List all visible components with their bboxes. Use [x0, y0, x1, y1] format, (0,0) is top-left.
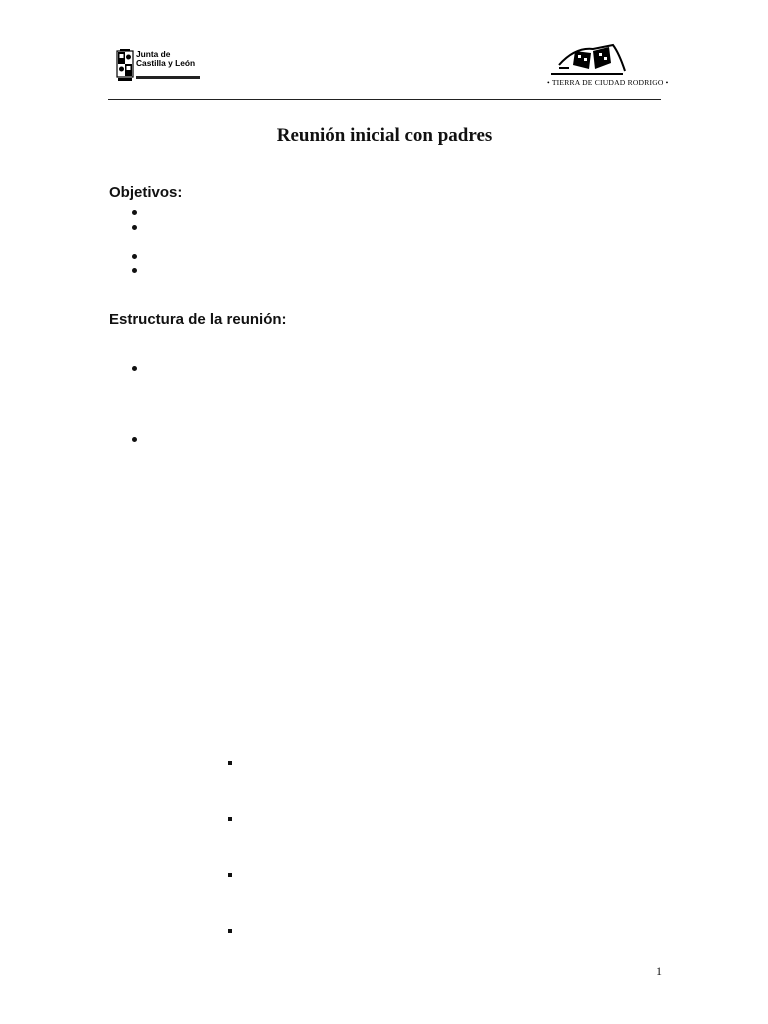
header-divider — [108, 99, 661, 100]
logo-text-line1: Junta de — [136, 49, 171, 59]
list-bullet — [132, 268, 137, 273]
list-bullet — [132, 210, 137, 215]
logo-right-caption: • TIERRA DE CIUDAD RODRIGO • — [547, 78, 669, 87]
logo-subline — [136, 76, 200, 79]
page-title: Reunión inicial con padres — [276, 125, 493, 146]
sub-list-bullet — [228, 761, 232, 765]
sub-list-bullet — [228, 817, 232, 821]
list-bullet — [132, 225, 137, 230]
logo-text-line2: Castilla y León — [136, 58, 196, 68]
page-number: 1 — [656, 964, 662, 978]
junta-castilla-leon-logo — [116, 49, 202, 85]
book-logo-icon — [545, 43, 629, 79]
castilla-leon-coat-of-arms-icon — [116, 49, 134, 83]
list-bullet — [132, 366, 137, 371]
list-bullet — [132, 254, 137, 259]
section-heading-objetivos: Objetivos: — [109, 184, 183, 201]
section-heading-estructura: Estructura de la reunión: — [109, 311, 287, 328]
list-bullet — [132, 437, 137, 442]
sub-list-bullet — [228, 873, 232, 877]
tierra-ciudad-rodrigo-logo — [545, 43, 669, 89]
sub-list-bullet — [228, 929, 232, 933]
